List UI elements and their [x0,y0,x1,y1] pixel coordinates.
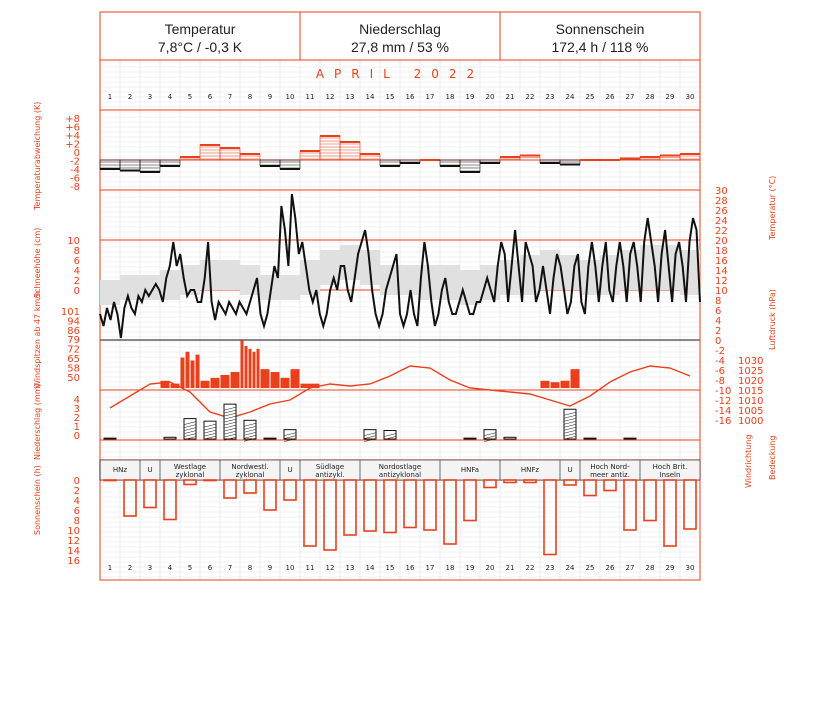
tick-temperature: 14 [715,266,728,277]
header-temp-value: 7,8°C / -0,3 K [157,39,243,55]
tick-snow: 4 [73,266,80,277]
tick-temperature: 26 [715,206,728,217]
weather-type-label: zyklonal [175,471,205,479]
tick-temperature: -2 [715,346,725,357]
weather-type-label: Nordwestl. [231,463,269,471]
tick-anomaly: +2 [65,139,80,151]
day-label-top: 2 [127,93,133,101]
precip-bar [504,437,516,439]
tick-temperature: -10 [715,386,732,397]
day-label-bottom: 25 [585,564,595,572]
sunshine-bar [164,480,176,520]
wind-gust-bar [281,378,290,388]
tick-temperature: -14 [715,406,732,417]
tick-anomaly: +8 [65,114,80,125]
day-label-top: 27 [625,93,635,101]
weather-type-label: HNz [112,466,128,474]
wind-gust-bar [261,369,270,388]
sunshine-bar [484,480,496,488]
weather-type-label: Inseln [659,471,681,479]
day-label-top: 19 [465,93,475,101]
day-label-bottom: 8 [247,564,253,572]
tick-pressure: 1025 [738,366,764,377]
weather-type-label: U [147,466,153,474]
anomaly-bar [320,136,340,160]
day-label-bottom: 13 [345,564,355,572]
day-label-bottom: 5 [187,564,193,572]
day-label-top: 26 [605,93,615,101]
tick-pressure: 1010 [738,396,764,407]
tick-temperature: -8 [715,376,725,387]
wind-gust-bar [181,358,185,388]
tick-precip: 3 [73,404,80,415]
wind-gust-bar [291,369,300,388]
sunshine-bar [424,480,436,530]
anomaly-bar [280,160,300,169]
wind-gust-bar [196,355,200,388]
weather-type-label: zyklonal [235,471,265,479]
day-label-bottom: 26 [605,564,615,572]
day-label-top: 29 [665,93,675,101]
wind-gust-bar [211,378,220,388]
day-label-bottom: 9 [267,564,273,572]
day-label-top: 14 [365,93,375,101]
header-temp-title: Temperatur [164,21,236,37]
day-label-bottom: 15 [385,564,395,572]
sunshine-bar [684,480,696,529]
tick-pressure: 1005 [738,406,764,417]
tick-pressure: 1000 [738,416,764,427]
day-label-top: 10 [285,93,295,101]
header-sun-value: 172,4 h / 118 % [551,39,649,55]
tick-anomaly: +6 [65,122,80,134]
day-label-bottom: 12 [325,564,335,572]
day-label-bottom: 14 [365,564,375,572]
day-label-bottom: 23 [545,564,555,572]
tick-wind: 101 [60,307,80,318]
tick-temperature: 20 [715,236,728,247]
sunshine-bar [324,480,336,550]
day-label-bottom: 20 [485,564,495,572]
tick-precip: 1 [73,422,80,433]
tick-sun: 0 [73,476,80,487]
label-cloud: Bedeckung [768,435,777,480]
tick-pressure: 1030 [738,356,764,367]
temp-range-band [120,275,140,300]
precip-bars [104,404,636,442]
tick-snow: 6 [73,256,80,267]
month-title: APRIL 2022 [315,67,485,81]
tick-temperature: 10 [715,286,728,297]
sunshine-bar [264,480,276,510]
tick-wind: 86 [67,325,80,337]
tick-temperature: -6 [715,366,725,377]
sunshine-bar [604,480,616,491]
sunshine-bar [384,480,396,533]
day-label-top: 7 [227,93,233,101]
tick-snow: 10 [67,236,80,247]
sunshine-bar [624,480,636,530]
tick-temperature: -16 [715,416,732,427]
weather-type-label: Hoch Brit. [652,463,688,471]
wind-gust-bar [231,372,240,388]
wind-gust-bar [561,381,570,388]
weather-type-label: U [287,466,293,474]
tick-temperature: 30 [715,186,728,197]
weather-type-label: HNFz [520,466,540,474]
wind-gust-bar [571,369,580,388]
day-label-top: 22 [525,93,535,101]
tick-pressure: 1020 [738,376,764,387]
header-sun-title: Sonnenschein [555,21,645,37]
tick-wind: 50 [67,372,80,384]
wind-gust-bar [257,349,260,388]
weather-type-label: Südlage [315,463,345,471]
day-label-top: 12 [325,93,335,101]
day-label-bottom: 30 [685,564,695,572]
day-label-top: 11 [305,93,315,101]
wind-gust-bar [221,375,230,388]
weather-type-label: Westlage [173,463,207,471]
tick-sun: 4 [73,496,80,507]
temp-range-band [280,275,300,300]
tick-temperature: 28 [715,196,728,207]
day-label-top: 4 [167,93,173,101]
tick-snow: 2 [73,276,80,287]
wind-gust-bar [541,381,550,388]
day-label-top: 16 [405,93,415,101]
tick-temperature: 2 [715,326,722,337]
day-label-top: 6 [207,93,213,101]
tick-temperature: 18 [715,246,728,257]
day-label-top: 1 [107,93,113,101]
day-label-bottom: 10 [285,564,295,572]
tick-temperature: 22 [715,226,728,237]
precip-bar [584,438,596,439]
day-label-top: 30 [685,93,695,101]
sunshine-bar [304,480,316,546]
weather-type-label: antizyklonal [378,471,422,479]
day-label-top: 15 [385,93,395,101]
tick-temperature: 12 [715,276,728,287]
day-label-bottom: 27 [625,564,635,572]
header-precip-title: Niederschlag [359,21,441,37]
sunshine-bar [524,480,536,483]
wind-gust-bar [241,340,244,388]
weather-type-label: meer antiz. [590,471,630,479]
wind-gust-bars [161,340,580,388]
tick-anomaly: -6 [70,173,80,185]
anomaly-bar [100,160,120,169]
weather-type-label: antizykl. [315,471,345,479]
sunshine-bar [364,480,376,531]
tick-precip: 2 [73,413,80,424]
tick-temperature: -12 [715,396,732,407]
weather-type-label: HNFa [460,466,480,474]
day-label-top: 23 [545,93,555,101]
day-label-top: 13 [345,93,355,101]
sunshine-bar [144,480,156,508]
tick-precip: 0 [73,431,80,442]
temp-range-band [320,250,340,285]
day-label-bottom: 7 [227,564,233,572]
day-label-bottom: 16 [405,564,415,572]
day-label-bottom: 18 [445,564,455,572]
anomaly-bar [300,151,320,160]
tick-anomaly: -8 [70,182,80,193]
tick-sun: 10 [67,526,80,537]
day-label-bottom: 6 [207,564,213,572]
label-wind-dir: Windrichtung [744,434,753,488]
tick-precip: 4 [73,395,80,406]
sunshine-bar [504,480,516,483]
tick-wind: 58 [67,363,80,375]
day-label-top: 3 [147,93,153,101]
day-label-bottom: 11 [305,564,315,572]
wind-gust-bar [249,349,252,388]
tick-wind: 65 [67,354,80,365]
tick-sun: 14 [67,546,80,557]
day-label-bottom: 22 [525,564,535,572]
tick-snow: 0 [73,286,80,297]
tick-temperature: -4 [715,356,725,367]
wind-gust-bar [271,372,280,388]
tick-sun: 6 [73,506,80,517]
header-precip-value: 27,8 mm / 53 % [350,39,450,55]
precip-bar [464,438,476,439]
precip-bar [164,437,176,439]
label-wind: Windspitzen ab 47 km/h [33,291,42,388]
tick-temperature: 6 [715,306,722,317]
tick-anomaly: -4 [70,165,80,176]
day-label-top: 21 [505,93,515,101]
label-sun: Sonnenschein (h) [33,465,42,535]
label-pressure: Luftdruck (hPa) [768,289,777,350]
grid [100,60,700,580]
day-label-top: 20 [485,93,495,101]
day-label-top: 5 [187,93,193,101]
temp-range-band [220,260,240,290]
weather-type-label: Hoch Nord- [590,463,630,471]
tick-wind: 79 [67,335,80,347]
day-label-bottom: 29 [665,564,675,572]
tick-sun: 2 [73,486,80,497]
wind-gust-bar [201,381,210,388]
tick-wind: 94 [67,316,80,328]
sunshine-bar [584,480,596,496]
tick-anomaly: -2 [70,156,80,168]
sunshine-bar [464,480,476,521]
precip-bar [624,438,636,439]
day-label-bottom: 28 [645,564,655,572]
day-label-bottom: 1 [107,564,113,572]
day-label-top: 9 [267,93,273,101]
tick-temperature: 4 [715,316,722,327]
day-label-top: 8 [247,93,253,101]
tick-temperature: 24 [715,216,728,227]
wind-gust-bar [186,352,190,388]
tick-temperature: 8 [715,296,722,307]
tick-anomaly: +4 [65,131,80,142]
day-label-bottom: 3 [147,564,153,572]
day-label-top: 18 [445,93,455,101]
tick-wind: 72 [67,344,80,356]
label-temperature: Temperatur (°C) [768,175,777,240]
tick-anomaly: 0 [73,148,80,159]
tick-sun: 8 [73,516,80,527]
wind-gust-bar [253,352,256,388]
precip-bar [264,438,276,439]
precip-bar [104,438,116,439]
tick-pressure: 1015 [738,386,764,397]
day-label-bottom: 19 [465,564,475,572]
sunshine-bar [644,480,656,521]
weather-type-row [100,460,700,480]
day-label-bottom: 17 [425,564,435,572]
weather-type-label: Nordostlage [378,463,422,471]
day-label-bottom: 24 [565,564,575,572]
day-label-top: 17 [425,93,435,101]
day-labels-bottom [108,564,695,572]
day-label-bottom: 21 [505,564,515,572]
sunshine-bar [104,480,116,481]
wind-gust-bar [191,360,195,388]
day-label-bottom: 4 [167,564,173,572]
sunshine-bar [564,480,576,485]
tick-sun: 16 [67,556,80,567]
tick-temperature: 16 [715,256,728,267]
label-snow: Schneehöhe (cm) [33,227,42,298]
sunshine-bar [224,480,236,498]
sunshine-bar [664,480,676,546]
day-label-top: 28 [645,93,655,101]
wind-gust-bar [551,382,560,388]
wind-gust-bar [245,346,248,388]
tick-sun: 12 [67,536,80,547]
label-temp-anomaly: Temperaturabweichung (K) [33,101,42,210]
label-precip: Niederschlag (mm) [33,383,42,460]
temp-range-band [100,280,120,305]
day-label-bottom: 2 [127,564,133,572]
weather-type-label: U [567,466,573,474]
sunshine-bar [204,480,216,481]
tick-snow: 8 [73,246,80,257]
day-label-top: 24 [565,93,575,101]
day-label-top: 25 [585,93,595,101]
sunshine-bar [124,480,136,516]
tick-temperature: 0 [715,336,722,347]
precip-bar [204,421,216,439]
